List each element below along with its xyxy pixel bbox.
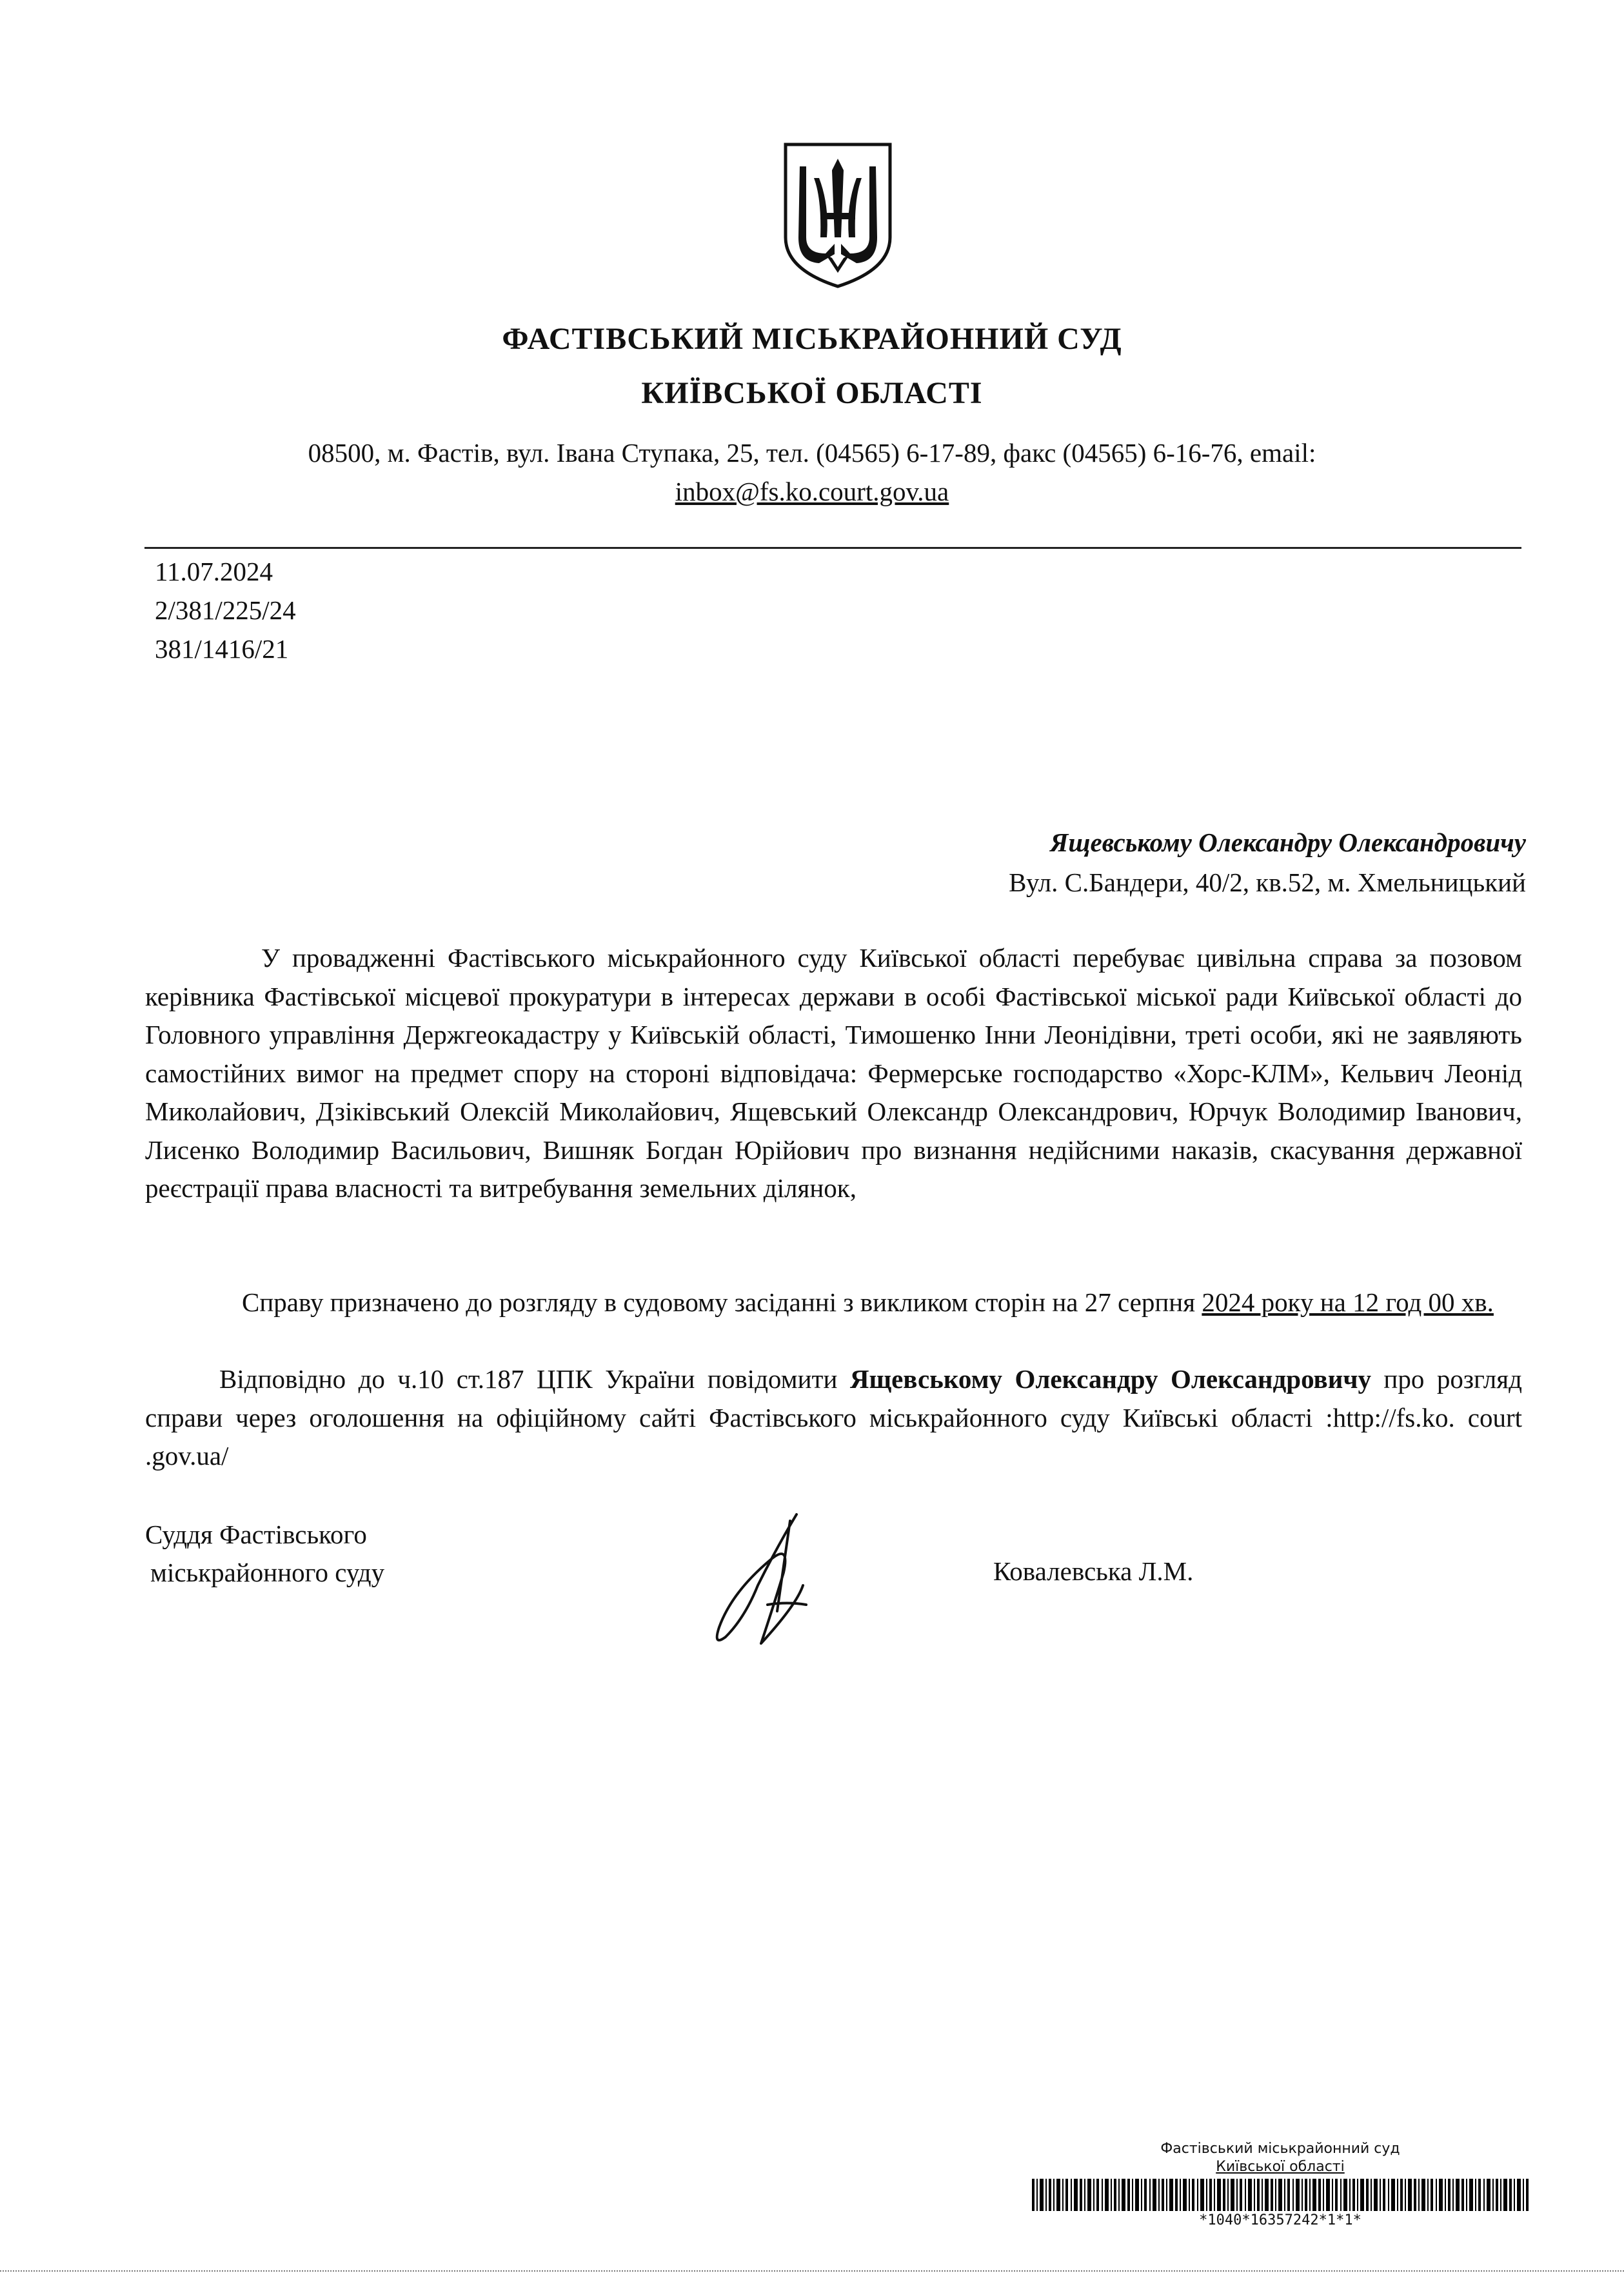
notice-addressee-name: Ящевському Олександру Олександровичу — [849, 1364, 1371, 1394]
judge-title — [145, 1516, 384, 1592]
judge-title-line-1: Суддя Фастівського — [145, 1520, 367, 1549]
court-name: ФАСТІВСЬКИЙ МІСЬКРАЙОННИЙ СУД — [502, 322, 1122, 356]
stamp-court-name: Фастівський міськрайонний суд — [1160, 2141, 1400, 2157]
judge-name: Ковалевська Л.М. — [993, 1556, 1194, 1586]
document-date: 11.07.2024 — [155, 557, 273, 586]
address-line: 08500, м. Фастів, вул. Івана Ступака, 25, тел. (04565) 6-17-89, факс (04565) 6-16-76, email: — [308, 438, 1316, 468]
header-divider — [144, 547, 1521, 549]
outgoing-reference: 2/381/225/24 — [155, 595, 296, 625]
case-number: 381/1416/21 — [155, 634, 289, 664]
coat-of-arms-icon — [780, 141, 895, 290]
court-region: КИЇВСЬКОЇ ОБЛАСТІ — [641, 376, 983, 410]
body-paragraph-2 — [145, 1284, 1522, 1322]
judge-title-line-2: міськрайонного суду — [150, 1558, 385, 1587]
addressee-address: Вул. С.Бандери, 40/2, кв.52, м. Хмельницький — [1009, 867, 1526, 897]
hearing-date-time: 2024 року на 12 год 00 хв. — [1202, 1287, 1494, 1317]
stamp-region: Київської області — [1216, 2159, 1345, 2175]
barcode-number: *1040*16357242*1*1* — [1199, 2212, 1362, 2228]
addressee-name: Ящевському Олександру Олександровичу — [1050, 828, 1526, 857]
notice-text-start: Відповідно до ч.10 ст.187 ЦПК України повідомити — [219, 1364, 850, 1394]
hearing-text: Справу призначено до розгляду в судовому засіданні з викликом сторін на 27 серпня — [242, 1287, 1202, 1317]
court-address — [129, 433, 1495, 511]
registration-stamp — [1025, 2140, 1535, 2228]
body-paragraph-1: У провадженні Фастівського міськрайонного суду Київської області перебуває цивільна справа за позовом керівника Фастівської місцевої прокуратури в інтересах держави в особі Фастівської міської ради Київської області до Головного управління Держгеокадастру у Київській області, Тимошенко Інни Леонідівни, треті особи, які не заявляють самостійних вимог на предмет спору на стороні відповідача: Фермерське господарство «Хорс-КЛМ», Кельвич Леонід Миколайович, Дзіківський Олексій Миколайович, Ящевський Олександр Олександрович, Юрчук Володимир Іванович, Лисенко Володимир Васильович, Вишняк Богдан Юрійович про визнання недійсними наказів, скасування державної реєстрації права власності та витребування земельних ділянок, — [145, 943, 1522, 1203]
barcode — [1032, 2179, 1529, 2211]
email-link[interactable]: inbox@fs.ko.court.gov.ua — [675, 477, 949, 506]
page-bottom-edge — [0, 2270, 1624, 2272]
handwritten-signature — [700, 1508, 829, 1656]
body-paragraph-3 — [145, 1360, 1522, 1476]
notice-text-end: про розгляд справи через оголошення на офіційному сайті Фастівського міськрайонного суду Київські області :http://fs.ko. court .gov.ua/ — [145, 1364, 1522, 1471]
